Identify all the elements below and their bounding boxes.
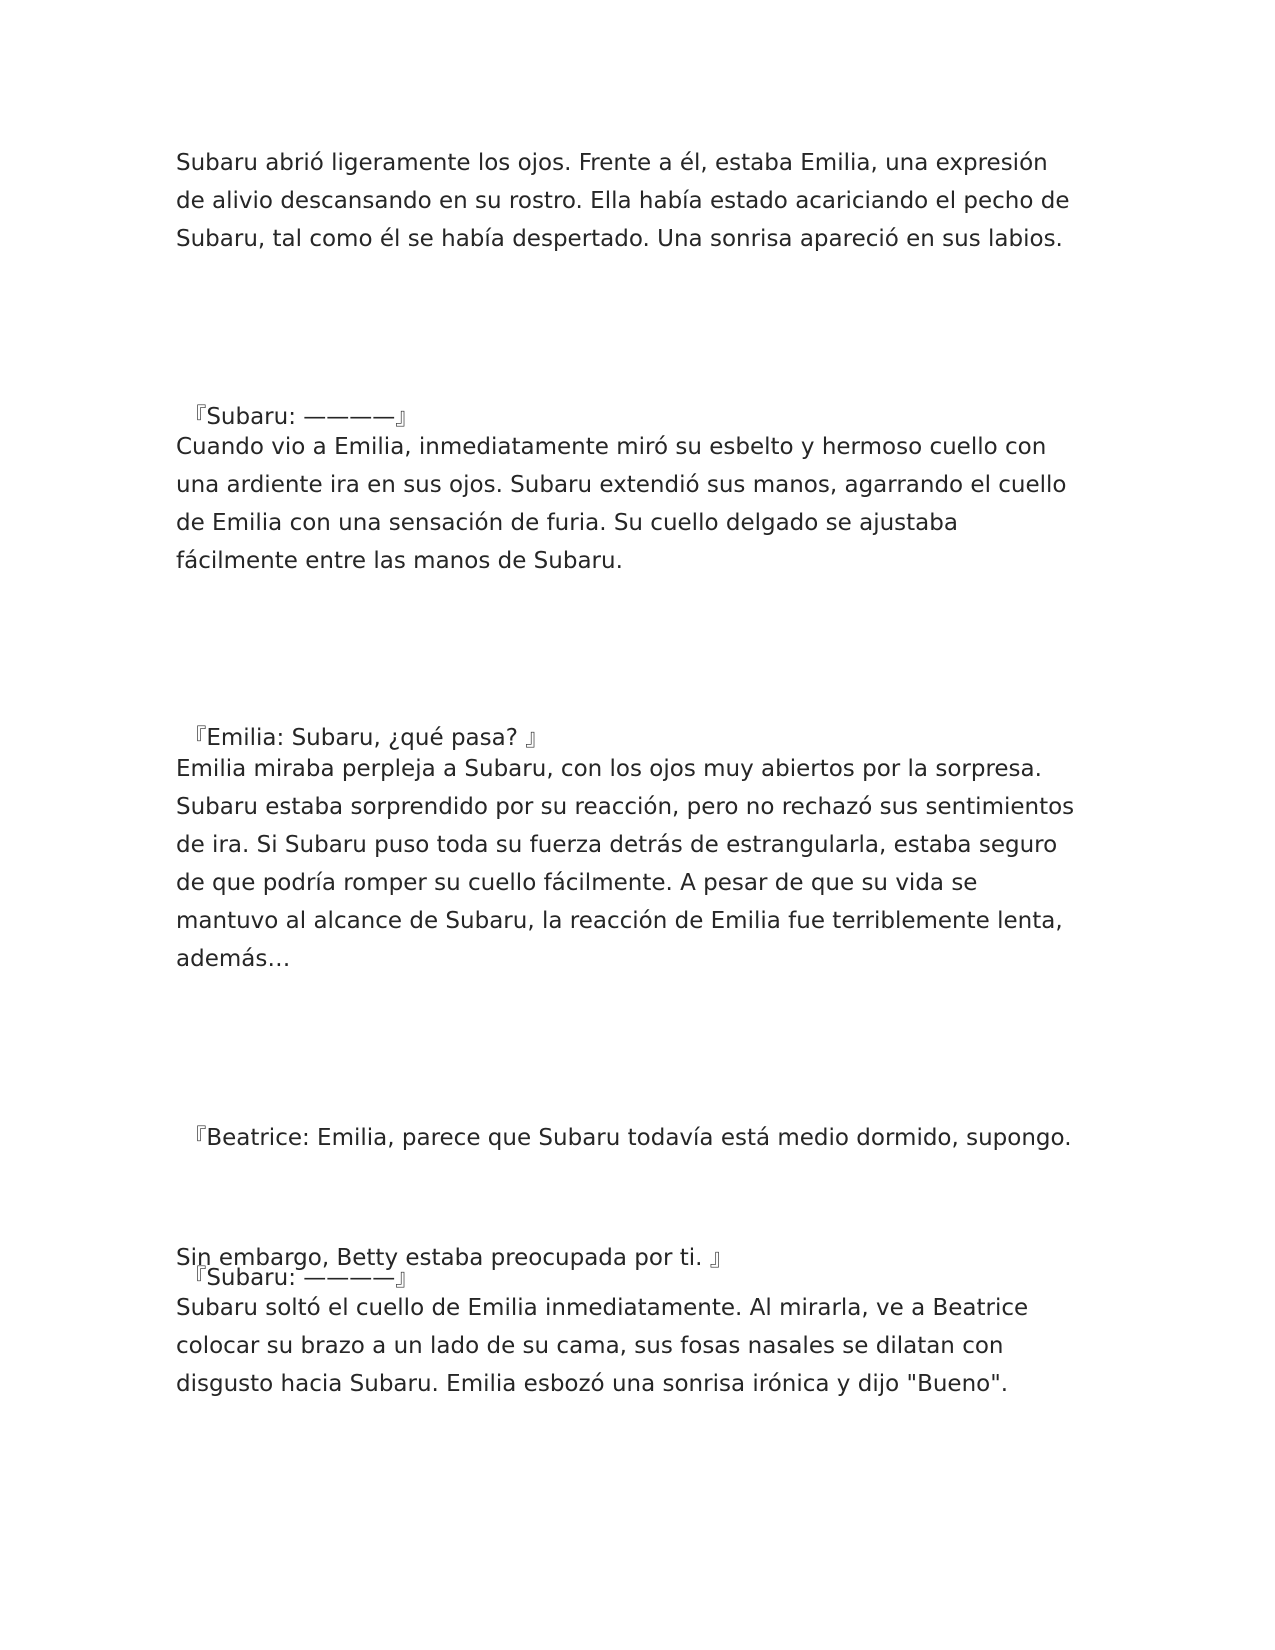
text-line: 『Subaru: ————』 (176, 404, 419, 430)
paragraph-1 (176, 144, 1106, 258)
text-line: 『Subaru: ————』 (176, 1265, 419, 1291)
text-line: Subaru soltó el cuello de Emilia inmediatamente. Al mirarla, ve a Beatrice (176, 1295, 1029, 1321)
text-line: de ira. Si Subaru puso toda su fuerza detrás de estrangularla, estaba seguro (176, 832, 1058, 858)
text-line: 『Emilia: Subaru, ¿qué pasa? 』 (176, 725, 549, 751)
text-line: 『Beatrice: Emilia, parece que Subaru todavía está medio dormido, supongo. (176, 1125, 1072, 1151)
paragraph-3 (176, 750, 1106, 978)
text-line: mantuvo al alcance de Subaru, la reacción de Emilia fue terriblemente lenta, (176, 908, 1063, 934)
text-line: Subaru, tal como él se había despertado. Una sonrisa apareció en sus labios. (176, 226, 1063, 252)
text-line: Cuando vio a Emilia, inmediatamente miró su esbelto y hermoso cuello con (176, 434, 1047, 460)
text-line: además… (176, 946, 291, 972)
text-line: una ardiente ira en sus ojos. Subaru extendió sus manos, agarrando el cuello (176, 472, 1067, 498)
paragraph-4 (176, 1289, 1106, 1403)
text-line: fácilmente entre las manos de Subaru. (176, 548, 623, 574)
text-line: Subaru abrió ligeramente los ojos. Frente a él, estaba Emilia, una expresión (176, 150, 1048, 176)
text-line: disgusto hacia Subaru. Emilia esbozó una sonrisa irónica y dijo "Bueno". (176, 1371, 1009, 1397)
text-line: Subaru estaba sorprendido por su reacción, pero no rechazó sus sentimientos (176, 794, 1075, 820)
text-line: Emilia miraba perpleja a Subaru, con los ojos muy abiertos por la sorpresa. (176, 756, 1042, 782)
paragraph-2 (176, 428, 1106, 580)
text-line: de que podría romper su cuello fácilmente. A pesar de que su vida se (176, 870, 978, 896)
text-line: Sin embargo, Betty estaba preocupada por ti. 』 (176, 1245, 733, 1271)
text-line: colocar su brazo a un lado de su cama, sus fosas nasales se dilatan con (176, 1333, 1004, 1359)
text-line: de Emilia con una sensación de furia. Su cuello delgado se ajustaba (176, 510, 958, 536)
text-line: de alivio descansando en su rostro. Ella había estado acariciando el pecho de (176, 188, 1070, 214)
